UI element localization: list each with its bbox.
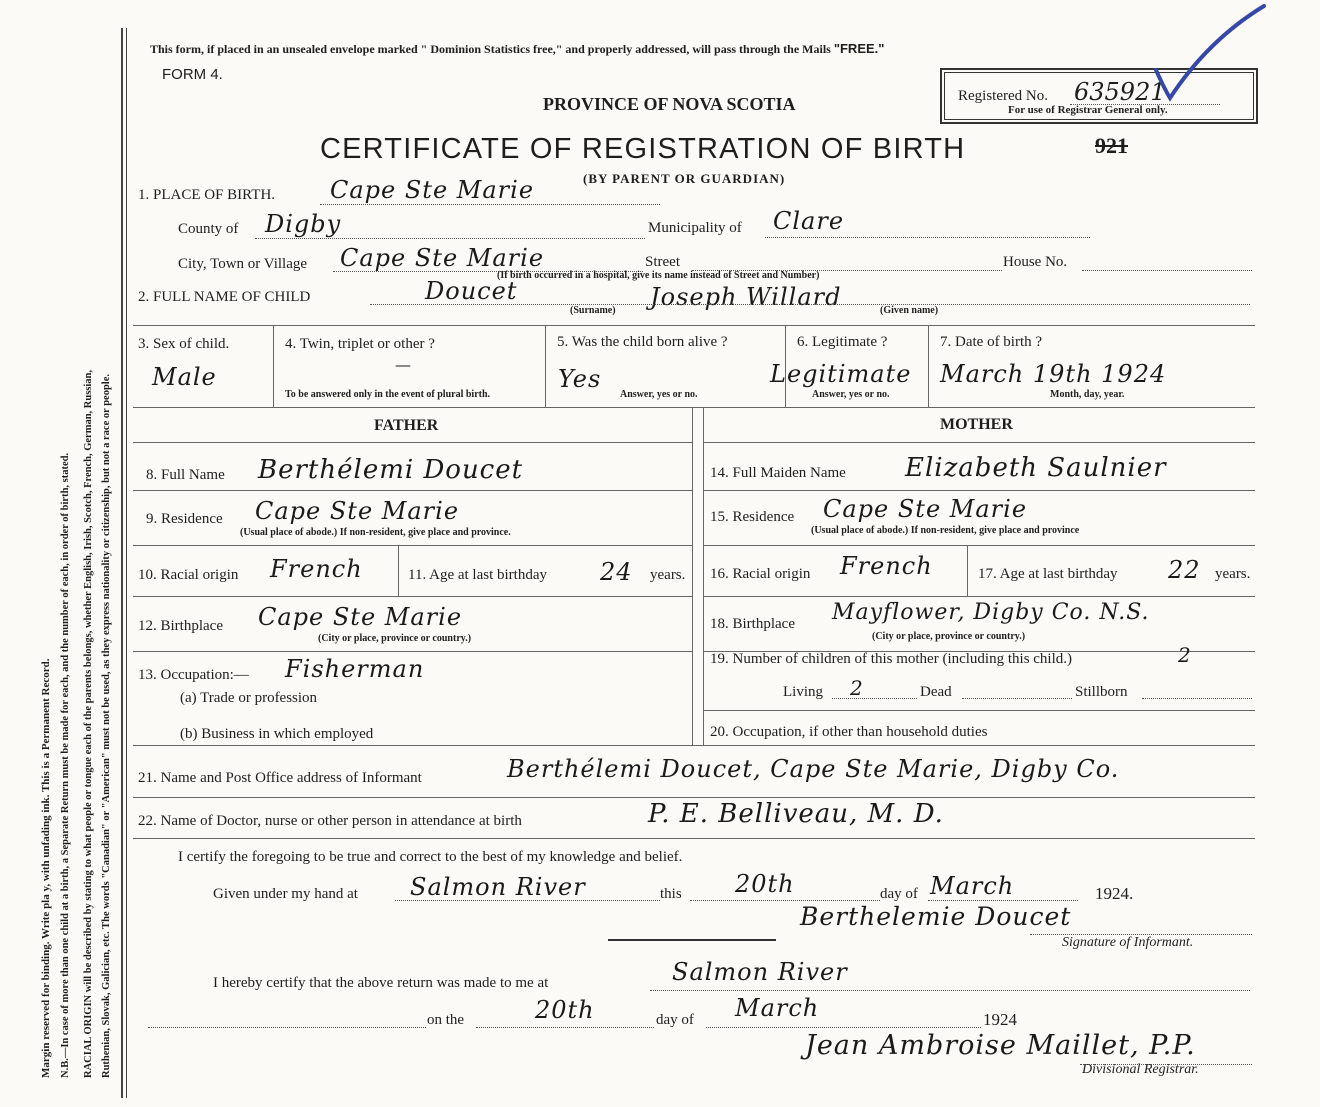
child-name-line [370,304,1250,305]
registrar-signature-caption: Divisional Registrar. [1082,1062,1199,1077]
on-the-leading-line [148,1027,426,1028]
margin-border-outer [121,28,123,1098]
living-line [832,698,917,699]
legitimate-value: Legitimate [770,360,912,388]
informant-value: Berthélemi Doucet, Cape Ste Marie, Digby Co. [507,755,1120,783]
street-label: Street [645,254,680,270]
certificate-subtitle: (BY PARENT OR GUARDIAN) [583,171,786,186]
given-name-caption: (Given name) [880,305,939,316]
postal-free-text: "FREE." [833,41,885,56]
alive-value: Yes [558,365,602,393]
given-day-value: 20th [735,870,795,898]
registered-label: Registered No. [958,88,1048,104]
registrar-place-line [650,990,1250,991]
parents-rule-4b [703,596,1255,597]
father-age-label: 11. Age at last birthday [408,567,547,583]
father-birthplace-note: (City or place, province or country.) [318,633,472,644]
day-of-label: day of [880,886,918,902]
city-label: City, Town or Village [178,256,308,272]
postal-note-text: This form, if placed in an unsealed envelope marked " Dominion Statistics free," and properly addressed, will pass through the Mails [150,42,831,56]
mother-name-label: 14. Full Maiden Name [710,465,846,481]
place-line [320,204,660,205]
father-age-divider [398,545,399,596]
parents-rule-5 [133,651,692,652]
father-age-value: 24 [600,558,633,586]
municipality-label: Municipality of [648,220,742,236]
certificate-title: CERTIFICATE OF REGISTRATION OF BIRTH [320,133,966,165]
given-day-line [690,900,880,901]
twin-note: To be answered only in the event of plural birth. [285,389,491,400]
mother-birthplace-value: Mayflower, Digby Co. N.S. [832,600,1150,625]
alive-label: 5. Was the child born alive ? [557,334,728,350]
alive-yes-no-note: Answer, yes or no. [620,389,698,400]
doctor-label: 22. Name of Doctor, nurse or other person in attendance at birth [138,813,522,829]
dob-note: Month, day, year. [1050,389,1125,400]
city-value: Cape Ste Marie [340,244,545,272]
mother-age-divider [967,545,968,596]
mother-race-label: 16. Racial origin [710,566,811,582]
on-the-label: on the [427,1012,465,1028]
sex-value: Male [152,363,217,391]
registered-number: 635921 [1074,78,1166,106]
row3-div-2 [545,325,546,407]
side-note-nationality: Ruthenian, Slovak, Galician, etc. The words "Canadian" or "American" must not be used, as they express nationality or citizenship, but not a race or people. [101,373,112,1078]
dob-label: 7. Date of birth ? [940,334,1043,350]
doctor-value: P. E. Belliveau, M. D. [648,799,944,829]
mother-birthplace-label: 18. Birthplace [710,616,795,632]
municipality-line [765,237,1090,238]
side-note-binding: Margin reserved for binding. Write pla y, with unfading ink. This is a Permanent Record. [40,658,52,1078]
registrar-statement: I hereby certify that the above return was made to me at [213,975,549,991]
given-under-label: Given under my hand at [213,886,358,902]
check-stroke [1156,6,1264,98]
margin-border-inner [126,28,127,1098]
registrar-year-value: 1924 [983,1010,1017,1029]
house-line [1082,270,1252,271]
side-note-racial-origin: RACIAL ORIGIN will be described by stating to what people or tongue each of the parents belongs, whether English, Irish, Scotch, French, German, Russian, [83,369,94,1078]
postal-note [150,41,884,57]
blue-check-mark [1148,0,1268,110]
twin-value: — [395,355,412,374]
mother-name-value: Elizabeth Saulnier [905,453,1167,483]
stillborn-label: Stillborn [1075,684,1128,700]
row3-bottom-rule [133,407,1255,408]
father-race-value: French [270,555,363,583]
mother-years: years. [1215,566,1251,582]
registrar-month-line [706,1027,981,1028]
dead-label: Dead [920,684,952,700]
given-month-value: March [930,872,1015,900]
stillborn-line [1142,698,1252,699]
mother-race-value: French [840,552,933,580]
house-label: House No. [1003,254,1068,270]
certify-statement: I certify the foregoing to be true and correct to the best of my knowledge and belief. [178,849,683,865]
county-value: Digby [265,210,342,238]
father-birthplace-label: 12. Birthplace [138,618,223,634]
registrar-month-value: March [735,994,820,1022]
legitimate-label: 6. Legitimate ? [797,334,888,350]
corner-mark: 921 [1095,133,1128,158]
father-years: years. [650,567,686,583]
parents-rule-bottom [133,745,1255,746]
parents-rule-1b [703,442,1255,443]
informant-rule [133,797,1255,798]
twin-label: 4. Twin, triplet or other ? [285,336,435,352]
this-label: this [660,886,682,902]
municipality-value: Clare [773,207,845,235]
parents-rule-1 [133,442,692,443]
father-residence-label: 9. Residence [146,511,223,527]
parents-rule-3 [133,545,692,546]
dead-line [962,698,1072,699]
father-business-label: (b) Business in which employed [180,726,374,742]
registrar-day-line [476,1027,654,1028]
legitimate-yes-no-note: Answer, yes or no. [812,389,890,400]
row3-top-rule [133,325,1255,326]
father-name-value: Berthélemi Doucet [258,455,524,485]
place-of-birth-value: Cape Ste Marie [330,176,535,204]
informant-signature: Berthelemie Doucet [800,902,1072,931]
hospital-note: (If birth occurred in a hospital, give its name instead of Street and Number) [497,270,820,281]
father-trade-label: (a) Trade or profession [180,690,318,706]
father-occupation-label: 13. Occupation:— [138,667,249,683]
parents-rule-2b [703,490,1255,491]
given-year-value: 1924. [1095,884,1134,903]
registrar-place-value: Salmon River [672,958,848,986]
father-name-label: 8. Full Name [146,467,225,483]
given-month-line [928,900,1078,901]
registrar-signature: Jean Ambroise Maillet, P.P. [805,1030,1196,1061]
child-name-label: 2. FULL NAME OF CHILD [138,289,311,305]
child-surname-value: Doucet [425,277,518,305]
mother-heading: MOTHER [940,416,1013,433]
living-value: 2 [850,676,864,700]
mother-children-value: 2 [1178,643,1192,667]
registrar-general-note: For use of Registrar General only. [1008,104,1168,116]
side-note-multiple-births: N.B.—In case of more than one child at a birth, a Separate Return must be made for each, and the number of each, in order of birth, stated. [60,452,71,1078]
place-of-birth-label: 1. PLACE OF BIRTH. [138,187,276,203]
row3-div-1 [273,325,274,407]
given-place-value: Salmon River [410,873,586,901]
father-race-label: 10. Racial origin [138,567,239,583]
mother-age-value: 22 [1168,556,1201,584]
mother-birthplace-note: (City or place, province or country.) [872,631,1026,642]
parents-divider-left [692,407,693,745]
doctor-rule [133,838,1255,839]
father-birthplace-value: Cape Ste Marie [258,603,463,631]
registrar-day-of-label: day of [656,1012,694,1028]
county-label: County of [178,221,239,237]
informant-signature-caption: Signature of Informant. [1062,935,1194,950]
county-line [255,238,645,239]
father-heading: FATHER [374,417,439,434]
surname-caption: (Surname) [570,305,616,316]
given-place-line [395,900,660,901]
parents-rule-4 [133,596,692,597]
father-abode-note: (Usual place of abode.) If non-resident, give place and province. [240,527,511,538]
living-label: Living [783,684,823,700]
province-heading: PROVINCE OF NOVA SCOTIA [543,94,796,114]
parents-rule-3b [703,545,1255,546]
registrar-day-value: 20th [535,996,595,1024]
mother-abode-note: (Usual place of abode.) If non-resident, give place and province [811,525,1080,536]
mother-age-label: 17. Age at last birthday [978,566,1118,582]
mother-residence-label: 15. Residence [710,509,795,525]
mother-children-label: 19. Number of children of this mother (including this child.) [710,651,1073,667]
center-rule [608,939,776,941]
sex-label: 3. Sex of child. [138,336,230,352]
row3-div-4 [928,325,929,407]
form-number: FORM 4. [162,66,223,83]
father-occupation-value: Fisherman [285,655,425,683]
parents-rule-2 [133,490,692,491]
father-residence-value: Cape Ste Marie [255,497,460,525]
dob-value: March 19th 1924 [940,360,1167,388]
parents-divider-right [703,407,704,745]
informant-label: 21. Name and Post Office address of Informant [138,770,422,786]
child-given-value: Joseph Willard [650,283,842,311]
parents-rule-6b [703,710,1255,711]
mother-occupation-label: 20. Occupation, if other than household duties [710,724,988,740]
mother-residence-value: Cape Ste Marie [823,495,1028,523]
